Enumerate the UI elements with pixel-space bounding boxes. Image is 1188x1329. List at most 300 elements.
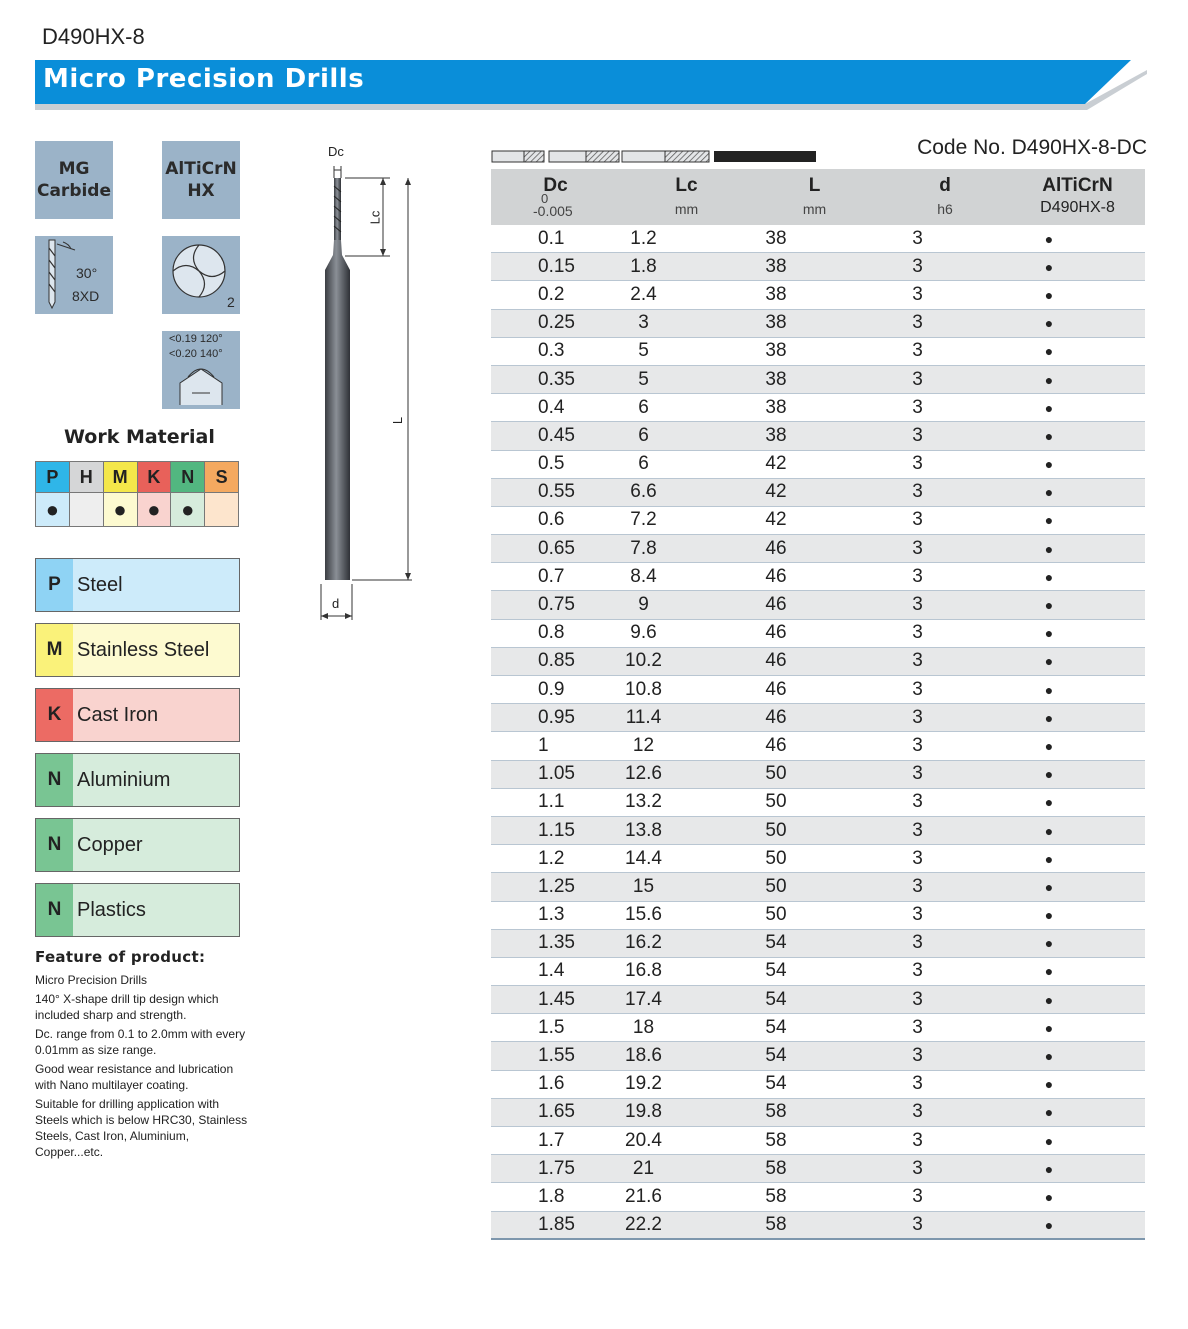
header-d-tolerance: h6 bbox=[937, 201, 953, 217]
cell-availability: ● bbox=[1044, 597, 1054, 614]
cell-lc: 3 bbox=[638, 312, 649, 334]
table-row bbox=[491, 310, 1145, 338]
cell-d: 3 bbox=[912, 650, 923, 672]
material-name: Aluminium bbox=[73, 754, 239, 806]
cell-d: 3 bbox=[912, 1073, 923, 1095]
cell-d: 3 bbox=[912, 537, 923, 559]
cell-availability: ● bbox=[1044, 935, 1054, 952]
work-material-title: Work Material bbox=[64, 426, 215, 448]
cell-d: 3 bbox=[912, 763, 923, 785]
material-aluminium bbox=[35, 753, 240, 807]
material-name: Steel bbox=[73, 559, 239, 611]
cell-l: 54 bbox=[765, 1016, 787, 1038]
material-letter: N bbox=[36, 754, 73, 806]
cell-d: 3 bbox=[912, 819, 923, 841]
cell-d: 3 bbox=[912, 424, 923, 446]
table-row bbox=[491, 958, 1145, 986]
header-lc-label: Lc bbox=[675, 175, 698, 196]
material-letter: N bbox=[36, 884, 73, 936]
cell-d: 3 bbox=[912, 706, 923, 728]
cell-lc: 10.2 bbox=[625, 650, 662, 672]
cell-availability: ● bbox=[1044, 512, 1054, 529]
material-name: Stainless Steel bbox=[73, 624, 239, 676]
cell-l: 38 bbox=[765, 227, 787, 249]
header-l-unit: mm bbox=[802, 201, 827, 217]
cell-lc: 2.4 bbox=[630, 283, 657, 305]
material-copper bbox=[35, 818, 240, 872]
length-series-bars bbox=[491, 150, 821, 164]
cell-lc: 15.6 bbox=[625, 904, 662, 926]
material-letter: N bbox=[36, 819, 73, 871]
header-dc bbox=[491, 169, 624, 225]
wm-letter-k: K bbox=[137, 462, 171, 493]
table-row bbox=[491, 479, 1145, 507]
table-row bbox=[491, 1014, 1145, 1042]
cell-l: 46 bbox=[765, 734, 787, 756]
header-dc-tol-upper: 0 bbox=[541, 191, 549, 206]
cell-dc: 0.7 bbox=[538, 565, 565, 587]
cell-dc: 1.4 bbox=[538, 960, 565, 982]
table-row bbox=[491, 732, 1145, 760]
depth-ratio: 8XD bbox=[72, 288, 100, 304]
cell-l: 54 bbox=[765, 1073, 787, 1095]
cell-lc: 6 bbox=[638, 453, 649, 475]
cell-l: 38 bbox=[765, 283, 787, 305]
cell-availability: ● bbox=[1044, 1076, 1054, 1093]
cell-dc: 0.6 bbox=[538, 509, 565, 531]
cell-dc: 1.35 bbox=[538, 932, 575, 954]
drill-point-icon bbox=[162, 331, 240, 409]
cell-l: 42 bbox=[765, 481, 787, 503]
table-row bbox=[491, 422, 1145, 450]
header-lc-unit: mm bbox=[674, 201, 699, 217]
cell-dc: 0.35 bbox=[538, 368, 575, 390]
table-row bbox=[491, 507, 1145, 535]
bar-short bbox=[492, 151, 544, 162]
table-row bbox=[491, 1127, 1145, 1155]
cell-lc: 18 bbox=[632, 1016, 655, 1038]
cell-d: 3 bbox=[912, 734, 923, 756]
cell-dc: 0.85 bbox=[538, 650, 575, 672]
cell-l: 38 bbox=[765, 424, 787, 446]
cell-availability: ● bbox=[1044, 427, 1054, 444]
table-row bbox=[491, 676, 1145, 704]
feature-item: Dc. range from 0.1 to 2.0mm with every 0.01mm as size range. bbox=[35, 1027, 246, 1057]
cell-dc: 1.45 bbox=[538, 988, 575, 1010]
cell-d: 3 bbox=[912, 1185, 923, 1207]
coating-badge bbox=[162, 141, 240, 219]
cell-availability: ● bbox=[1044, 456, 1054, 473]
cell-lc: 18.6 bbox=[625, 1045, 662, 1067]
feature-item: Micro Precision Drills bbox=[35, 973, 148, 987]
cell-lc: 16.2 bbox=[625, 932, 662, 954]
header-dc-tol-lower: -0.005 bbox=[533, 203, 573, 219]
cell-l: 46 bbox=[765, 706, 787, 728]
cell-lc: 15 bbox=[632, 875, 655, 897]
material-letter: K bbox=[36, 689, 73, 741]
table-body bbox=[491, 225, 1145, 1240]
cell-d: 3 bbox=[912, 875, 923, 897]
cell-dc: 0.4 bbox=[538, 396, 565, 418]
cell-availability: ● bbox=[1044, 1216, 1054, 1233]
cell-availability: ● bbox=[1044, 230, 1054, 247]
cell-dc: 0.5 bbox=[538, 453, 565, 475]
cell-lc: 13.2 bbox=[625, 791, 662, 813]
table-row bbox=[491, 817, 1145, 845]
cell-l: 38 bbox=[765, 340, 787, 362]
table-row bbox=[491, 620, 1145, 648]
flute-count: 2 bbox=[227, 294, 235, 310]
cell-d: 3 bbox=[912, 988, 923, 1010]
cell-lc: 14.4 bbox=[625, 847, 662, 869]
cell-lc: 19.2 bbox=[625, 1073, 662, 1095]
title-banner bbox=[35, 60, 1147, 110]
cell-l: 54 bbox=[765, 960, 787, 982]
cell-d: 3 bbox=[912, 312, 923, 334]
cell-d: 3 bbox=[912, 960, 923, 982]
bar-active bbox=[714, 151, 816, 162]
cell-d: 3 bbox=[912, 481, 923, 503]
cell-availability: ● bbox=[1044, 1188, 1054, 1205]
cell-d: 3 bbox=[912, 904, 923, 926]
cell-availability: ● bbox=[1044, 794, 1054, 811]
work-material-grid bbox=[35, 461, 239, 527]
cell-lc: 22.2 bbox=[625, 1213, 662, 1235]
header-d-label: d bbox=[939, 175, 951, 196]
cell-d: 3 bbox=[912, 1045, 923, 1067]
material-letter: P bbox=[36, 559, 73, 611]
cell-dc: 0.3 bbox=[538, 340, 565, 362]
substrate-line-1: MG bbox=[58, 159, 90, 179]
cell-l: 38 bbox=[765, 396, 787, 418]
work-material-marks bbox=[36, 493, 239, 527]
cell-d: 3 bbox=[912, 1129, 923, 1151]
cell-dc: 1.7 bbox=[538, 1129, 565, 1151]
cell-dc: 0.65 bbox=[538, 537, 575, 559]
cell-availability: ● bbox=[1044, 822, 1054, 839]
cell-availability: ● bbox=[1044, 1104, 1054, 1121]
wm-mark-m: ● bbox=[103, 493, 137, 527]
cell-l: 58 bbox=[765, 1157, 787, 1179]
cell-availability: ● bbox=[1044, 1160, 1054, 1177]
cell-availability: ● bbox=[1044, 1019, 1054, 1036]
material-stainless-steel bbox=[35, 623, 240, 677]
table-row bbox=[491, 1183, 1145, 1211]
cell-d: 3 bbox=[912, 453, 923, 475]
header-lc bbox=[624, 169, 749, 225]
cell-l: 58 bbox=[765, 1129, 787, 1151]
table-row bbox=[491, 704, 1145, 732]
cell-lc: 17.4 bbox=[625, 988, 662, 1010]
coating-line-2: HX bbox=[187, 181, 215, 201]
cell-lc: 1.8 bbox=[630, 255, 657, 277]
cell-availability: ● bbox=[1044, 878, 1054, 895]
cell-dc: 1.05 bbox=[538, 763, 575, 785]
cell-availability: ● bbox=[1044, 709, 1054, 726]
cell-dc: 0.25 bbox=[538, 312, 575, 334]
table-row bbox=[491, 1071, 1145, 1099]
header-dc-label: Dc bbox=[543, 175, 568, 196]
helix-depth-badge bbox=[35, 236, 113, 314]
work-material-letters bbox=[36, 462, 239, 493]
cell-dc: 1.25 bbox=[538, 875, 575, 897]
cell-d: 3 bbox=[912, 1213, 923, 1235]
table-row bbox=[491, 873, 1145, 901]
cell-dc: 1.5 bbox=[538, 1016, 565, 1038]
cell-l: 58 bbox=[765, 1213, 787, 1235]
table-row bbox=[491, 563, 1145, 591]
cell-l: 46 bbox=[765, 565, 787, 587]
cell-availability: ● bbox=[1044, 399, 1054, 416]
cell-dc: 1.55 bbox=[538, 1045, 575, 1067]
cell-availability: ● bbox=[1044, 315, 1054, 332]
cell-lc: 5 bbox=[638, 368, 649, 390]
cell-d: 3 bbox=[912, 622, 923, 644]
cell-dc: 0.2 bbox=[538, 283, 565, 305]
cell-l: 58 bbox=[765, 1101, 787, 1123]
cell-availability: ● bbox=[1044, 850, 1054, 867]
cell-availability: ● bbox=[1044, 766, 1054, 783]
table-row bbox=[491, 225, 1145, 253]
table-row bbox=[491, 394, 1145, 422]
wm-letter-p: P bbox=[36, 462, 70, 493]
cell-l: 50 bbox=[765, 875, 787, 897]
table-row bbox=[491, 338, 1145, 366]
table-row bbox=[491, 281, 1145, 309]
cell-dc: 1 bbox=[538, 734, 549, 756]
cell-l: 50 bbox=[765, 791, 787, 813]
cell-availability: ● bbox=[1044, 258, 1054, 275]
cell-d: 3 bbox=[912, 396, 923, 418]
helix-angle: 30° bbox=[76, 265, 98, 281]
cell-availability: ● bbox=[1044, 653, 1054, 670]
material-cast-iron bbox=[35, 688, 240, 742]
material-letter: M bbox=[36, 624, 73, 676]
cell-lc: 21.6 bbox=[625, 1185, 662, 1207]
table-row bbox=[491, 535, 1145, 563]
cell-lc: 7.8 bbox=[630, 537, 657, 559]
header-coating-label: AlTiCrN bbox=[1042, 175, 1113, 196]
cell-d: 3 bbox=[912, 847, 923, 869]
cell-lc: 19.8 bbox=[625, 1101, 662, 1123]
table-row bbox=[491, 1042, 1145, 1070]
cell-lc: 21 bbox=[632, 1157, 655, 1179]
cell-l: 50 bbox=[765, 847, 787, 869]
wm-letter-h: H bbox=[69, 462, 103, 493]
bar-long bbox=[622, 151, 709, 162]
cell-lc: 12 bbox=[632, 734, 655, 756]
dc-label: Dc bbox=[328, 144, 344, 159]
cell-dc: 0.75 bbox=[538, 594, 575, 616]
cell-availability: ● bbox=[1044, 484, 1054, 501]
cell-availability: ● bbox=[1044, 991, 1054, 1008]
point-angle-badge bbox=[162, 331, 240, 409]
wm-mark-k: ● bbox=[137, 493, 171, 527]
table-row bbox=[491, 591, 1145, 619]
header-coating-code: D490HX-8 bbox=[1040, 199, 1115, 216]
cell-lc: 6.6 bbox=[630, 481, 657, 503]
table-row bbox=[491, 986, 1145, 1014]
cell-lc: 6 bbox=[638, 424, 649, 446]
cell-l: 42 bbox=[765, 453, 787, 475]
material-plastics bbox=[35, 883, 240, 937]
features-title: Feature of product: bbox=[35, 948, 206, 966]
drill-diagram bbox=[300, 140, 430, 630]
table-row bbox=[491, 845, 1145, 873]
cell-lc: 13.8 bbox=[625, 819, 662, 841]
cell-availability: ● bbox=[1044, 1048, 1054, 1065]
cell-l: 50 bbox=[765, 763, 787, 785]
cell-l: 54 bbox=[765, 1045, 787, 1067]
cell-l: 46 bbox=[765, 622, 787, 644]
cell-l: 54 bbox=[765, 988, 787, 1010]
substrate-badge bbox=[35, 141, 113, 219]
cell-dc: 0.9 bbox=[538, 678, 565, 700]
cell-d: 3 bbox=[912, 368, 923, 390]
cell-l: 46 bbox=[765, 678, 787, 700]
header-l bbox=[749, 169, 880, 225]
cell-d: 3 bbox=[912, 227, 923, 249]
wm-mark-h bbox=[69, 493, 103, 527]
wm-letter-s: S bbox=[205, 462, 239, 493]
cell-lc: 11.4 bbox=[625, 706, 662, 728]
cell-l: 38 bbox=[765, 368, 787, 390]
cell-l: 46 bbox=[765, 594, 787, 616]
table-row bbox=[491, 930, 1145, 958]
wm-mark-p: ● bbox=[36, 493, 70, 527]
table-header bbox=[491, 169, 1145, 225]
table-row bbox=[491, 1155, 1145, 1183]
cell-availability: ● bbox=[1044, 343, 1054, 360]
cell-l: 46 bbox=[765, 537, 787, 559]
cell-lc: 8.4 bbox=[630, 565, 657, 587]
cell-availability: ● bbox=[1044, 568, 1054, 585]
wm-mark-s bbox=[205, 493, 239, 527]
cell-d: 3 bbox=[912, 340, 923, 362]
wm-letter-n: N bbox=[171, 462, 205, 493]
feature-item: Good wear resistance and lubrication with Nano multilayer coating. bbox=[35, 1062, 234, 1092]
cell-d: 3 bbox=[912, 509, 923, 531]
cell-l: 54 bbox=[765, 932, 787, 954]
cell-dc: 1.75 bbox=[538, 1157, 575, 1179]
table-row bbox=[491, 761, 1145, 789]
bar-medium bbox=[549, 151, 619, 162]
d-label: d bbox=[332, 596, 340, 611]
material-name: Plastics bbox=[73, 884, 239, 936]
cell-availability: ● bbox=[1044, 625, 1054, 642]
table-row bbox=[491, 1212, 1145, 1240]
point-angle-2: <0.20 140° bbox=[169, 348, 223, 360]
drill-drawing bbox=[300, 140, 430, 635]
cell-lc: 16.8 bbox=[625, 960, 662, 982]
cell-lc: 9.6 bbox=[630, 622, 657, 644]
substrate-line-2: Carbide bbox=[36, 181, 112, 201]
table-row bbox=[491, 366, 1145, 394]
feature-item: 140° X-shape drill tip design which included sharp and strength. bbox=[35, 992, 219, 1022]
l-label: L bbox=[390, 416, 406, 425]
cell-lc: 5 bbox=[638, 340, 649, 362]
wm-mark-n: ● bbox=[171, 493, 205, 527]
cell-dc: 1.65 bbox=[538, 1101, 575, 1123]
cell-d: 3 bbox=[912, 1016, 923, 1038]
code-number: Code No. D490HX-8-DC bbox=[917, 136, 1147, 159]
cell-d: 3 bbox=[912, 932, 923, 954]
cell-l: 58 bbox=[765, 1185, 787, 1207]
material-name: Copper bbox=[73, 819, 239, 871]
page-title: Micro Precision Drills bbox=[43, 64, 365, 94]
cell-l: 50 bbox=[765, 904, 787, 926]
point-angle-1: <0.19 120° bbox=[169, 333, 223, 345]
cell-availability: ● bbox=[1044, 286, 1054, 303]
cell-availability: ● bbox=[1044, 540, 1054, 557]
cell-dc: 0.8 bbox=[538, 622, 565, 644]
cell-d: 3 bbox=[912, 1157, 923, 1179]
cell-d: 3 bbox=[912, 791, 923, 813]
cell-availability: ● bbox=[1044, 907, 1054, 924]
cell-dc: 1.8 bbox=[538, 1185, 565, 1207]
header-d bbox=[880, 169, 1010, 225]
material-name: Cast Iron bbox=[73, 689, 239, 741]
cell-dc: 0.95 bbox=[538, 706, 575, 728]
cell-dc: 1.1 bbox=[538, 791, 565, 813]
dimension-table bbox=[491, 169, 1145, 1240]
cell-l: 42 bbox=[765, 509, 787, 531]
table-row bbox=[491, 1099, 1145, 1127]
feature-item: Suitable for drilling application with Steels which is below HRC30, Stainless Steels, Cast Iron, Aluminium, Copper...etc. bbox=[35, 1097, 248, 1159]
cell-lc: 10.8 bbox=[625, 678, 662, 700]
cell-availability: ● bbox=[1044, 681, 1054, 698]
cell-dc: 0.15 bbox=[538, 255, 575, 277]
cell-l: 50 bbox=[765, 819, 787, 841]
cell-dc: 1.2 bbox=[538, 847, 565, 869]
material-steel bbox=[35, 558, 240, 612]
flute-badge bbox=[162, 236, 240, 314]
cell-lc: 9 bbox=[638, 594, 649, 616]
cell-d: 3 bbox=[912, 594, 923, 616]
cell-dc: 0.55 bbox=[538, 481, 575, 503]
table-row bbox=[491, 451, 1145, 479]
table-row bbox=[491, 253, 1145, 281]
cell-lc: 20.4 bbox=[625, 1129, 662, 1151]
cell-dc: 1.85 bbox=[538, 1213, 575, 1235]
cell-availability: ● bbox=[1044, 963, 1054, 980]
table-row bbox=[491, 789, 1145, 817]
header-coating bbox=[1010, 169, 1145, 225]
cell-dc: 1.3 bbox=[538, 904, 565, 926]
cell-lc: 6 bbox=[638, 396, 649, 418]
cell-availability: ● bbox=[1044, 737, 1054, 754]
header-l-label: L bbox=[808, 175, 821, 196]
cell-availability: ● bbox=[1044, 371, 1054, 388]
cell-d: 3 bbox=[912, 283, 923, 305]
cell-l: 46 bbox=[765, 650, 787, 672]
cell-d: 3 bbox=[912, 565, 923, 587]
cell-dc: 0.1 bbox=[538, 227, 565, 249]
cell-dc: 1.6 bbox=[538, 1073, 565, 1095]
cell-l: 38 bbox=[765, 312, 787, 334]
cell-lc: 7.2 bbox=[630, 509, 657, 531]
product-code: D490HX-8 bbox=[42, 24, 145, 49]
table-row bbox=[491, 648, 1145, 676]
features-list bbox=[35, 972, 250, 1163]
coating-line-1: AlTiCrN bbox=[165, 159, 237, 179]
wm-letter-m: M bbox=[103, 462, 137, 493]
cell-d: 3 bbox=[912, 255, 923, 277]
cell-lc: 12.6 bbox=[625, 763, 662, 785]
table-row bbox=[491, 902, 1145, 930]
cell-dc: 0.45 bbox=[538, 424, 575, 446]
cell-l: 38 bbox=[765, 255, 787, 277]
